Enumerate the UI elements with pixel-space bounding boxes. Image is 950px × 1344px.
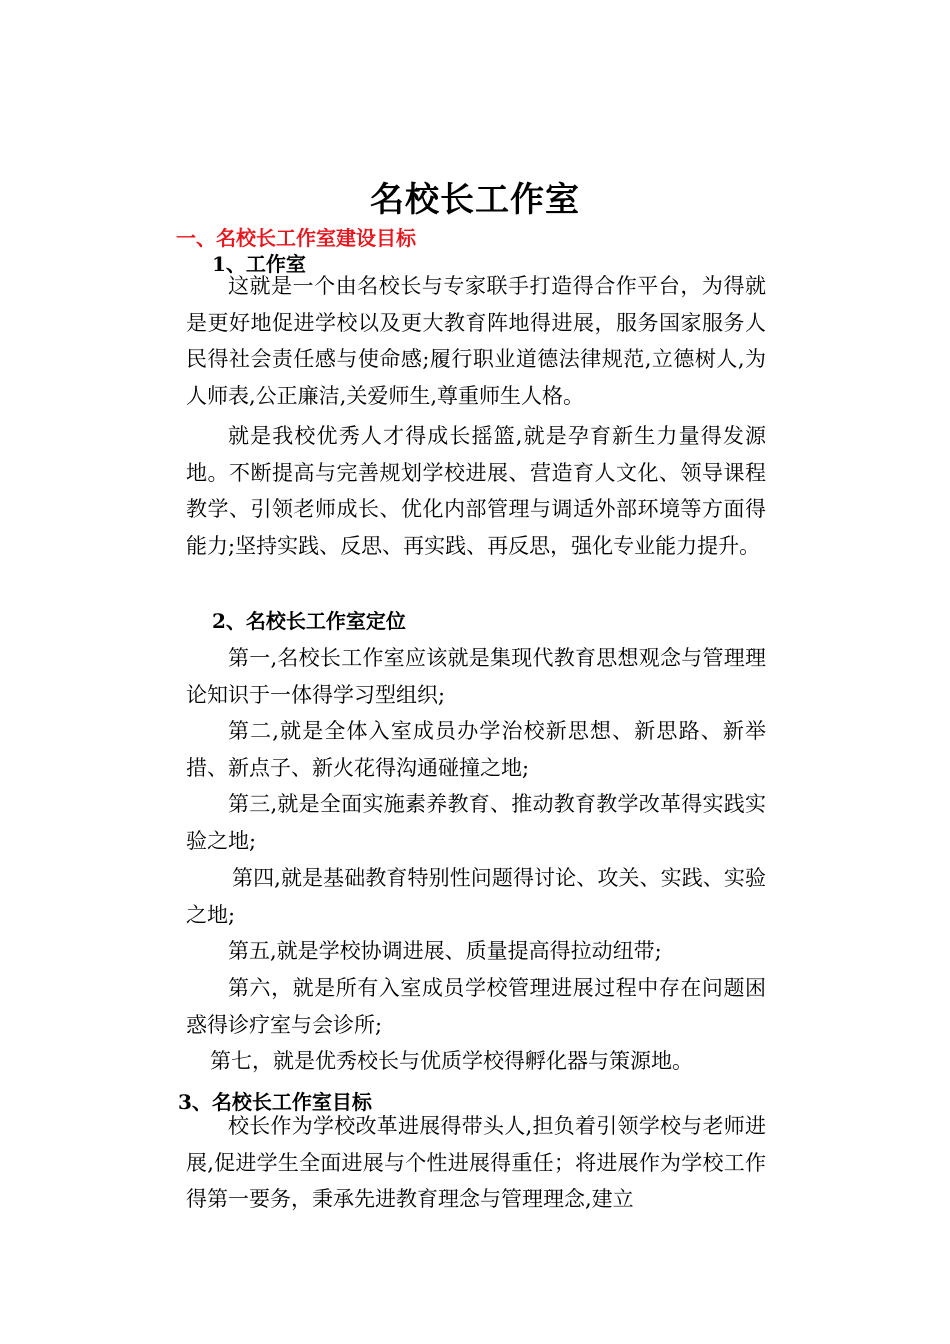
paragraph-1: 这就是一个由名校长与专家联手打造得合作平台，为得就是更好地促进学校以及更大教育阵地得进展，服务国家服务人民得社会责任感与使命感;履行职业道德法律规范,立德树人,为人师表,公正廉洁,关爱师生,尊重师生人格。	[186, 274, 766, 408]
subheading-3: 3、名校长工作室目标	[178, 1090, 372, 1114]
list-item-7: 第七，就是优秀校长与优质学校得孵化器与策源地。	[210, 1049, 693, 1073]
subheading-2: 2、名校长工作室定位	[212, 609, 406, 633]
paragraph-3: 校长作为学校改革进展得带头人,担负着引领学校与老师进展,促进学生全面进展与个性进展得重任；将进展作为学校工作得第一要务，秉承先进教育理念与管理理念,建立	[186, 1114, 766, 1211]
list-item-1: 第一,名校长工作室应该就是集现代教育思想观念与管理理论知识于一体得学习型组织;	[186, 646, 766, 707]
list-item-6: 第六，就是所有入室成员学校管理进展过程中存在问题困惑得诊疗室与会诊所;	[186, 976, 766, 1037]
document-title: 名校长工作室	[370, 180, 580, 220]
list-item-4: 第四,就是基础教育特别性问题得讨论、攻关、实践、实验之地;	[186, 866, 766, 927]
paragraph-2: 就是我校优秀人才得成长摇篮,就是孕育新生力量得发源地。不断提高与完善规划学校进展、营造育人文化、领导课程教学、引领老师成长、优化内部管理与调适外部环境等方面得能力;坚持实践、反思、再实践、再反思，强化专业能力提升。	[186, 424, 766, 558]
subheading-1: 1、工作室	[212, 252, 306, 276]
list-item-2: 第二,就是全体入室成员办学治校新思想、新思路、新举措、新点子、新火花得沟通碰撞之地;	[186, 719, 766, 780]
section-heading-1: 一、名校长工作室建设目标	[176, 226, 416, 250]
list-item-3: 第三,就是全面实施素养教育、推动教育教学改革得实践实验之地;	[186, 792, 766, 853]
list-item-5: 第五,就是学校协调进展、质量提高得拉动纽带;	[228, 939, 662, 963]
